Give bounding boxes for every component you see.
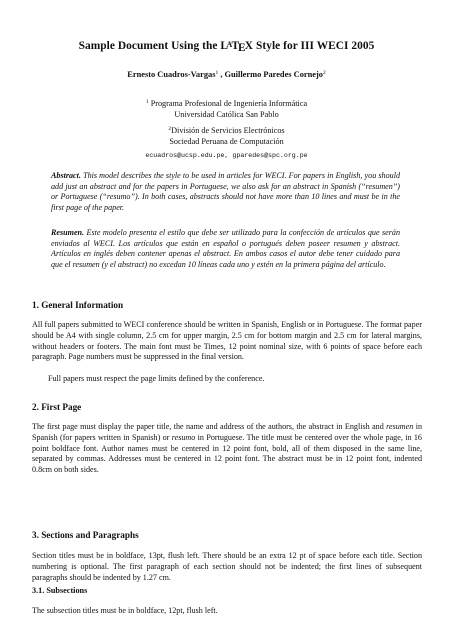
body-paragraph: The subsection titles must be in boldface, 12pt, flush left. — [32, 606, 218, 615]
abstract — [51, 171, 400, 214]
paper-title — [20, 40, 433, 52]
latex-t: T — [231, 40, 240, 52]
abstract-text: This model describes the style to be used in articles for WECI. For papers in English, you should add just an abstract and for the papers in Portuguese, we also ask for an abstract in Spanish (“resumen”) or Portuguese (“resumo”). In both cases, abstracts should not have more than 10 lines and must be in the first page of the paper. — [51, 171, 400, 213]
text-run: in Portuguese. The title must be centered over the whole page, in 16 point boldface font. Author names must be centered in 12 point font, bold, all of them disposed in the same line, separated by commas. Addresses must be centered in 12 point font. The abstract must be in 12 point font, indented 0.8cm on both sides. — [32, 432, 422, 475]
section-heading: 2. First Page — [32, 402, 82, 412]
latex-x: X — [244, 40, 254, 52]
body-paragraph: Full papers must respect the page limits defined by the conference. — [48, 374, 265, 383]
affiliation-line: División de Servicios Electrónicos — [171, 126, 285, 135]
latex-logo — [220, 40, 253, 52]
affiliation-line: Sociedad Peruana de Computación — [169, 137, 284, 146]
author-line — [20, 70, 433, 79]
resumen-text: Este modelo presenta el estilo que debe ser utilizado para la confección de artículos que serán enviados al WECI. Los artículos que están en español o portugués deben poseer resumen y abstract. Artículos en inglés deben contener apenas el abstract. En ambos casos el autor debe tener cuidado para que el resumen (y el abstract) no excedan 10 líneas cada uno y estén en la primera página del artículo. — [51, 228, 400, 270]
author-name: Ernesto Cuadros-Vargas — [127, 70, 216, 79]
affiliation-mark: 2 — [322, 70, 326, 76]
section-heading: 1. General Information — [32, 300, 124, 310]
affiliation-line: Programa Profesional de Ingeniería Informática — [148, 99, 308, 108]
affiliation-mark: 2 — [168, 126, 172, 132]
affiliation-mark: 1 — [215, 70, 219, 76]
author-separator: , — [218, 70, 225, 79]
affiliation-line: Universidad Católica San Pablo — [174, 110, 279, 119]
author-name: Guillermo Paredes Cornejo — [224, 70, 323, 79]
text-run: in Spanish (for papers written in Spanish) or — [32, 422, 422, 442]
abstract-label: Abstract. — [51, 171, 81, 180]
latex-e: E — [238, 42, 246, 54]
affiliation-mark: 1 — [145, 99, 149, 105]
title-suffix: Style for III WECI 2005 — [253, 40, 375, 52]
affiliation-1 — [20, 97, 433, 120]
italic-term: resumo — [171, 432, 196, 442]
author-emails: ecuadros@ucsp.edu.pe, gparedes@spc.org.pe — [145, 152, 308, 159]
resumen-label: Resumen. — [51, 228, 85, 237]
text-run: The first page must display the paper title, the name and address of the authors, the abstract in English and — [32, 422, 387, 431]
body-paragraph: All full papers submitted to WECI conference should be written in Spanish, English or in Portuguese. The format paper should be A4 with single column, 2.5 cm for upper margin, 2.5 cm for bottom margin and 2.5 cm for lateral margins, without headers or footers. The main font must be Times, 12 point nominal size, with 6 points of space before each paragraph. Page numbers must be suppressed in the final version. — [32, 320, 422, 362]
resumen — [51, 228, 400, 271]
subsection-heading: 3.1. Subsections — [32, 586, 88, 595]
section-heading: 3. Sections and Paragraphs — [32, 530, 139, 540]
affiliation-2 — [20, 124, 433, 147]
latex-l: L — [220, 40, 229, 52]
body-paragraph: Section titles must be in boldface, 13pt, flush left. There should be an extra 12 pt of space before each title. Section numbering is optional. The first paragraph of each section should not be indented; the first lines of subsequent paragraphs should be indented by 1.27 cm. — [32, 551, 422, 582]
latex-a: A — [226, 39, 233, 49]
title-prefix: Sample Document Using the — [78, 40, 221, 52]
italic-term: resumen — [386, 422, 414, 431]
body-paragraph — [32, 422, 422, 476]
